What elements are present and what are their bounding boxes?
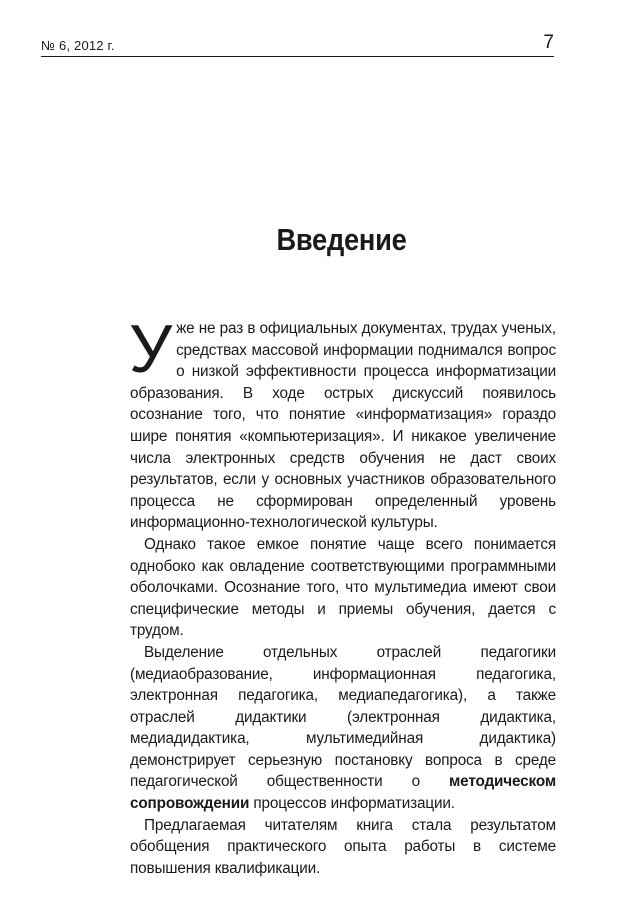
- running-header: [41, 30, 554, 57]
- paragraph-3-text-start: Выделение отдельных отраслей педагогики (медиаобразование, информационная педагогика, электронная педагогика, медиапедагогика), а также отраслей дидактики (электронная дидактика, медиадидактика, мультимедийная дидактика) демонстрирует серьезную постановку вопроса в среде педагогической общественности о: [130, 643, 556, 791]
- page-number: 7: [543, 32, 554, 53]
- emphasized-term: методическом сопровождении: [130, 773, 556, 813]
- drop-cap: У: [129, 311, 173, 387]
- page-title: Введение: [276, 222, 407, 257]
- paragraph-3-text-end: процессов информатизации.: [249, 795, 455, 813]
- body-text: [129, 311, 556, 879]
- paragraph-1: [129, 311, 556, 534]
- issue-label: № 6, 2012 г.: [41, 38, 115, 53]
- paragraph-1-text: же не раз в официальных документах, трудах ученых, средствах массовой информации поднимался вопрос о низкой эффективности процесса информатизации образования. В ходе острых дискуссий появилось осознание того, что понятие «информатизация» гораздо шире понятия «компьютеризация». И никакое увеличение числа электронных средств обучения не даст своих результатов, если у основных участников образовательного процесса не сформирован определенный уровень информационно-технологической культуры.: [130, 320, 556, 532]
- paragraph-3: [130, 642, 556, 815]
- paragraph-4: Предлагаемая читателям книга стала результатом обобщения практического опыта работы в системе повышения квалификации.: [130, 816, 556, 877]
- paragraph-2: Однако такое емкое понятие чаще всего понимается однобоко как овладение соответствующими программными оболочками. Осознание того, что мультимедиа имеют свои специфические методы и приемы обучения, дается с трудом.: [130, 535, 556, 640]
